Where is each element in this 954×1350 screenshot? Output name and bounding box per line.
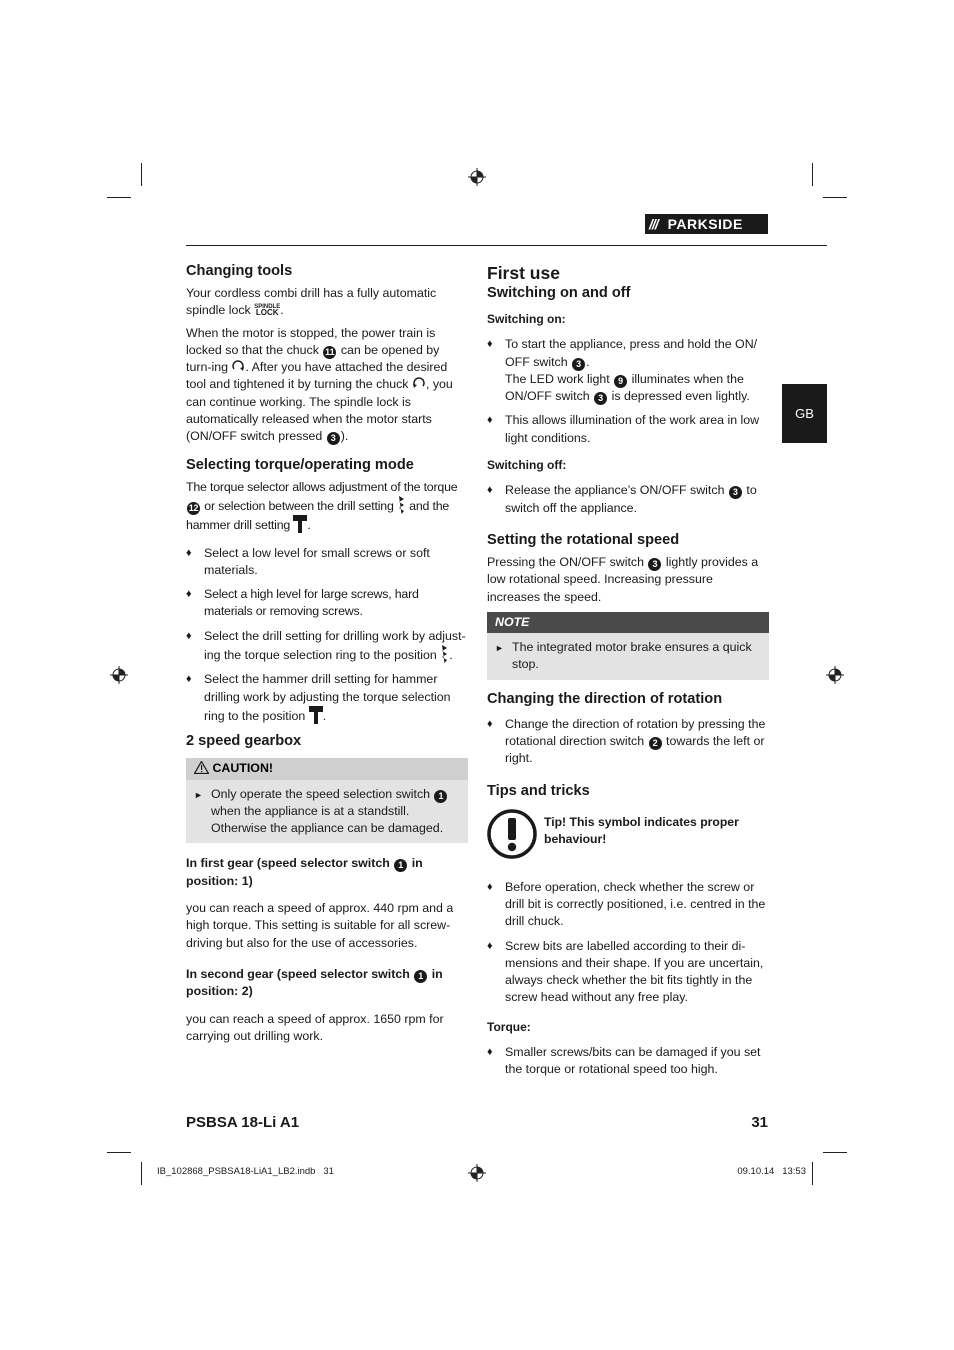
- crop-mark: [823, 1152, 847, 1153]
- registration-mark-icon: [110, 666, 128, 684]
- speed-text: Pressing the ON/OFF switch 3 lightly provides a low rotational speed. Increasing pressure increases the speed.: [487, 554, 759, 604]
- part-number-badge: 12: [188, 502, 199, 513]
- torque-list: [487, 1044, 769, 1079]
- part-number-badge: 1: [414, 970, 427, 983]
- switching-on-label: Switching on:: [487, 312, 566, 326]
- caution-body: [186, 780, 468, 844]
- rotate-clockwise-icon: [231, 360, 245, 373]
- list-item: ♦ Release the appliance’s ON/OFF switch 3 to switch off the appliance.: [487, 482, 769, 517]
- registration-mark-icon: [468, 168, 486, 186]
- part-number-badge: 11: [325, 346, 335, 357]
- warning-triangle-icon: [194, 761, 209, 774]
- drill-setting-icon: [440, 645, 449, 663]
- crop-mark: [141, 163, 142, 186]
- changing-tools-title: Changing tools: [186, 263, 293, 279]
- list-item: ♦ To start the appliance, press and hold the ON/ OFF switch 3 . The LED work light 9 illuminates when the ON/OFF switch 3 is depressed even lightly.: [487, 336, 769, 405]
- list-item: ♦ Screw bits are labelled according to their di-mensions and their shape. If you are uncertain, always check whether the bit fits tightly in the screw head without any free play.: [487, 938, 769, 1007]
- torque-label: Torque:: [487, 1019, 531, 1034]
- part-number-badge: 3: [572, 358, 585, 371]
- hammer-setting-icon: [293, 515, 307, 533]
- drill-setting-icon: [397, 496, 406, 514]
- exclamation-tip-icon: [487, 809, 537, 859]
- first-use-title: First use: [487, 263, 560, 283]
- first-gear-heading: In first gear (speed selector switch 1 in position: 1): [186, 856, 423, 888]
- list-item: ♦ Change the direction of rotation by pressing the rotational direction switch 2 towards the left or right.: [487, 716, 769, 768]
- part-number-badge: 3: [327, 432, 340, 445]
- crop-mark: [823, 197, 847, 198]
- speed-title: Setting the rotational speed: [487, 531, 680, 548]
- print-date: 09.10.14 13:53: [737, 1166, 806, 1177]
- second-gear-heading: In second gear (speed selector switch 1 in position: 2): [186, 966, 443, 999]
- direction-list: [487, 716, 769, 768]
- hammer-setting-icon: [309, 706, 323, 724]
- caution-item: ► Only operate the speed selection switch 1 when the appliance is at a standstill. Otherwise the appliance can be damaged.: [194, 786, 460, 838]
- part-number-badge: 3: [594, 392, 607, 405]
- header-rule: [186, 245, 827, 246]
- tip-callout: [487, 809, 769, 865]
- crop-mark: [141, 1162, 142, 1185]
- language-tab-label: GB: [795, 406, 814, 421]
- crop-mark: [107, 197, 131, 198]
- rotate-counterclockwise-icon: [412, 377, 426, 390]
- crop-mark: [107, 1152, 131, 1153]
- parkside-logo: [645, 214, 768, 234]
- file-info: IB_102868_PSBSA18-LiA1_LB2.indb 31: [157, 1166, 334, 1177]
- crop-mark: [812, 163, 813, 186]
- switching-title: Switching on and off: [487, 285, 631, 301]
- caution-header: CAUTION!: [186, 758, 468, 779]
- logo-text: PARKSIDE: [667, 216, 743, 232]
- model-name: PSBSA 18-Li A1: [186, 1114, 300, 1131]
- part-number-badge: 1: [394, 859, 407, 872]
- note-header: NOTE: [487, 612, 769, 633]
- spindle-lock-icon: SPINDLE LOCK: [254, 304, 281, 318]
- tip-text: Tip! This symbol indicates proper behaviour!: [544, 814, 739, 846]
- changing-tools-p1: Your cordless combi drill has a fully automatic spindle lock SPINDLE LOCK .: [186, 286, 437, 318]
- list-item: ♦ Select a high level for large screws, hard materials or removing screws.: [186, 586, 468, 621]
- left-column: [186, 262, 468, 1050]
- list-item: ♦ Select the hammer drill setting for hammer drilling work by adjusting the torque selection ring to the position .: [186, 671, 468, 725]
- part-number-badge: 2: [649, 737, 662, 750]
- language-tab: [782, 384, 827, 443]
- switching-off-label: Switching off:: [487, 458, 567, 473]
- part-number-badge: 3: [648, 558, 661, 571]
- registration-mark-icon: [826, 666, 844, 684]
- list-item: ♦ This allows illumination of the work area in low light conditions.: [487, 412, 769, 447]
- torque-bullet-list: [186, 545, 468, 726]
- changing-tools-p2: When the motor is stopped, the power train is locked so that the chuck 11 can be opened by turn-ing . After you have attached the desired tool and tightened it by turning the chuck , you can continue working. The spindle lock is automatically released when the motor starts (ON/OFF switch pressed 3 ).: [186, 325, 453, 444]
- tips-list: [487, 879, 769, 1007]
- registration-mark-icon: [468, 1164, 486, 1182]
- torque-title: Selecting torque/operating mode: [186, 456, 414, 473]
- part-number-badge: 9: [614, 375, 627, 388]
- second-gear-text: you can reach a speed of approx. 1650 rpm for carrying out drilling work.: [186, 1011, 444, 1043]
- crop-mark: [812, 1162, 813, 1185]
- list-item: ♦ Before operation, check whether the screw or drill bit is correctly positioned, i.e. centred in the drill chuck.: [487, 879, 769, 931]
- first-gear-text: you can reach a speed of approx. 440 rpm and a high torque. This setting is suitable for all screw-driving but also for the use of accessories.: [186, 901, 454, 950]
- note-item: ► The integrated motor brake ensures a quick stop.: [495, 639, 761, 674]
- logo-slashes: ///: [649, 216, 658, 232]
- direction-title: Changing the direction of rotation: [487, 690, 723, 707]
- note-body: [487, 633, 769, 680]
- switching-off-list: [487, 482, 769, 517]
- caution-box: [186, 758, 468, 843]
- right-column: [487, 262, 769, 1086]
- list-item: ♦ Smaller screws/bits can be damaged if you set the torque or rotational speed too high.: [487, 1044, 769, 1079]
- gearbox-title: 2 speed gearbox: [186, 733, 302, 750]
- list-item: ♦ Select the drill setting for drilling work by adjust-ing the torque selection ring to the position .: [186, 628, 468, 665]
- page-number: 31: [751, 1114, 768, 1131]
- tips-title: Tips and tricks: [487, 782, 590, 799]
- part-number-badge: 3: [729, 486, 742, 499]
- part-number-badge: 1: [434, 790, 447, 803]
- switching-on-list: [487, 336, 769, 447]
- torque-p1: The torque selector allows adjustment of the torque 12 or selection between the drill setting and the hammer drill setting .: [186, 479, 458, 533]
- note-box: [487, 612, 769, 680]
- list-item: ♦ Select a low level for small screws or soft materials.: [186, 545, 468, 580]
